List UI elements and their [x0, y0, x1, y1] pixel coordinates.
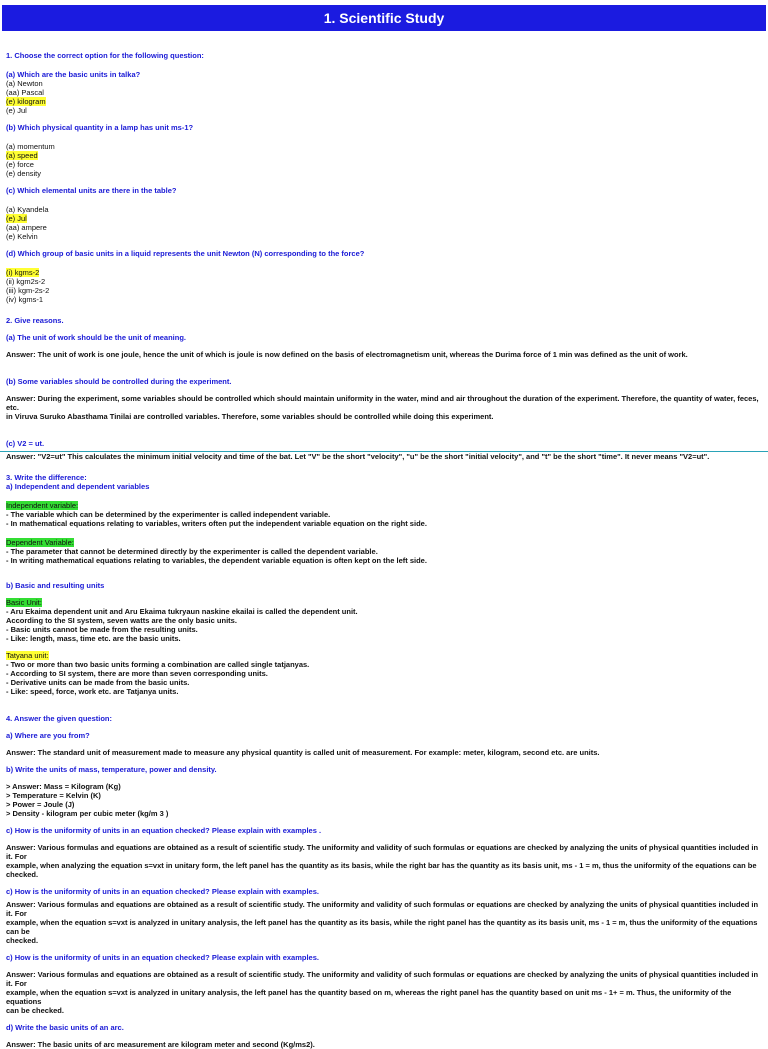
question: d) Write the basic units of an arc. [6, 1023, 124, 1032]
answer: Answer: The basic units of arc measurement are kilogram meter and second (Kg/ms2). [6, 1040, 315, 1049]
question: a) Where are you from? [6, 731, 90, 740]
answer-line: example, when the equation s=vxt is analyzed in unitary analysis, the left panel has the quantity based on m, whereas the right panel has the quantity based on unit ms - 1+ = m. Thus, the uniformity of the equations [6, 988, 732, 1006]
question: (b) Some variables should be controlled during the experiment. [6, 377, 232, 386]
document-body [6, 51, 762, 1049]
list-item: - Basic units cannot be made from the resulting units. [6, 625, 198, 634]
answer: Answer: During the experiment, some variables should be controlled which should maintain uniformity in the water, mind and air throughout the duration of the experiment. Therefore, the quantity of water, feces, etc. [6, 394, 759, 412]
option-correct: (i) kgms-2 [6, 268, 40, 277]
option-correct: (a) speed [6, 151, 38, 160]
answer-line: Answer: Various formulas and equations are obtained as a result of scientific study. The uniformity and validity of such formulas or equations are checked by analyzing the units of physical quantities included in it. For [6, 970, 759, 988]
option: (e) density [6, 169, 42, 178]
question: (a) Which are the basic units in talka? [6, 70, 141, 79]
term-label: Independent variable: [6, 501, 79, 510]
option: (a) momentum [6, 142, 55, 151]
answer-line: checked. [6, 936, 39, 945]
list-item: - Two or more than two basic units forming a combination are called single tatjanyas. [6, 660, 310, 669]
question: c) How is the uniformity of units in an equation checked? Please explain with examples. [6, 887, 319, 896]
option-correct: (e) Jul [6, 214, 27, 223]
term-label: Dependent Variable: [6, 538, 74, 547]
section-heading: 1. Choose the correct option for the following question: [6, 51, 204, 60]
answer: in Viruva Suruko Abasthama Tinilai are controlled variables. Therefore, some variables should be controlled while doing this experiment. [6, 412, 494, 421]
subsection-title: b) Basic and resulting units [6, 581, 105, 590]
question: (a) The unit of work should be the unit of meaning. [6, 333, 186, 342]
option: (iv) kgms-1 [6, 295, 44, 304]
answer: Answer: "V2=ut" This calculates the minimum initial velocity and time of the bat. Let "V" be the short "velocity", "u" be the short "initial velocity", and "t" be the short "time". It never means "V2=ut". [6, 452, 710, 461]
list-item: - Like: speed, force, work etc. are Tatjanya units. [6, 687, 179, 696]
list-item: - The variable which can be determined by the experimenter is called independent variable. [6, 510, 331, 519]
term-label: Tatyana unit: [6, 651, 49, 660]
list-item: - Derivative units can be made from the basic units. [6, 678, 190, 687]
term-label: Basic Unit: [6, 598, 42, 607]
list-item: - The parameter that cannot be determined directly by the experimenter is called the dependent variable. [6, 547, 378, 556]
answer-line: example, when analyzing the equation s=vxt in unitary form, the left panel has the quantity as its basis, while the right bar has the quantity as its basis unit, ms - 1 = m, thus the uniformity of the equations can be [6, 861, 757, 870]
question: (c) V2 = ut. [6, 439, 45, 448]
section-heading: 4. Answer the given question: [6, 714, 112, 723]
option: (aa) Pascal [6, 88, 44, 97]
option: (a) Kyandela [6, 205, 49, 214]
option: (aa) ampere [6, 223, 47, 232]
list-item: - In writing mathematical equations relating to variables, the dependent variable equation is often kept on the left side. [6, 556, 427, 565]
list-item: - According to SI system, there are more than seven corresponding units. [6, 669, 268, 678]
answer: Answer: The unit of work is one joule, hence the unit of which is joule is now defined on the basis of electromagnetism unit, whereas the Durima force of 1 min was defined as the unit of work. [6, 350, 688, 359]
list-item: According to the SI system, seven watts are the only basic units. [6, 616, 237, 625]
page-title: 1. Scientific Study [2, 5, 766, 31]
section-heading: 3. Write the difference: [6, 473, 87, 482]
question: (c) Which elemental units are there in the table? [6, 186, 177, 195]
list-item: - Aru Ekaima dependent unit and Aru Ekaima tukryaun naskine ekailai is called the dependent unit. [6, 607, 358, 616]
question: b) Write the units of mass, temperature, power and density. [6, 765, 217, 774]
option: (a) Newton [6, 79, 43, 88]
question: c) How is the uniformity of units in an equation checked? Please explain with examples . [6, 826, 322, 835]
answer-line: Answer: Various formulas and equations are obtained as a result of scientific study. The uniformity and validity of such formulas or equations are checked by analyzing the units of physical quantities included in it. For [6, 900, 759, 918]
answer-line: example, when the equation s=vxt is analyzed in unitary analysis, the left panel has the quantity as its basis, while the right panel has the quantity as its basis unit, ms - 1 = m, thus the uniformity of the equations can be [6, 918, 758, 936]
answer-line: can be checked. [6, 1006, 64, 1015]
section-heading: 2. Give reasons. [6, 316, 64, 325]
option: (iii) kgm-2s-2 [6, 286, 50, 295]
question: (d) Which group of basic units in a liquid represents the unit Newton (N) corresponding to the force? [6, 249, 365, 258]
list-item: - Like: length, mass, time etc. are the basic units. [6, 634, 181, 643]
option: (ii) kgm2s-2 [6, 277, 46, 286]
subsection-title: a) Independent and dependent variables [6, 482, 150, 491]
question: (b) Which physical quantity in a lamp has unit ms-1? [6, 123, 194, 132]
question: c) How is the uniformity of units in an equation checked? Please explain with examples. [6, 953, 319, 962]
list-item: > Answer: Mass = Kilogram (Kg) [6, 782, 121, 791]
option: (e) Kelvin [6, 232, 38, 241]
option: (e) force [6, 160, 34, 169]
option: (e) Jul [6, 106, 27, 115]
list-item: > Power = Joule (J) [6, 800, 75, 809]
list-item: > Temperature = Kelvin (K) [6, 791, 101, 800]
option-correct: (e) kilogram [6, 97, 46, 106]
answer-line: checked. [6, 870, 39, 879]
answer: Answer: The standard unit of measurement made to measure any physical quantity is called unit of measurement. For example: meter, kilogram, second etc. are units. [6, 748, 600, 757]
list-item: > Density - kilogram per cubic meter (kg/m 3 ) [6, 809, 169, 818]
list-item: - In mathematical equations relating to variables, writers often put the independent variable equation on the right side. [6, 519, 427, 528]
answer-line: Answer: Various formulas and equations are obtained as a result of scientific study. The uniformity and validity of such formulas or equations are checked by analyzing the units of physical quantities included in it. For [6, 843, 759, 861]
